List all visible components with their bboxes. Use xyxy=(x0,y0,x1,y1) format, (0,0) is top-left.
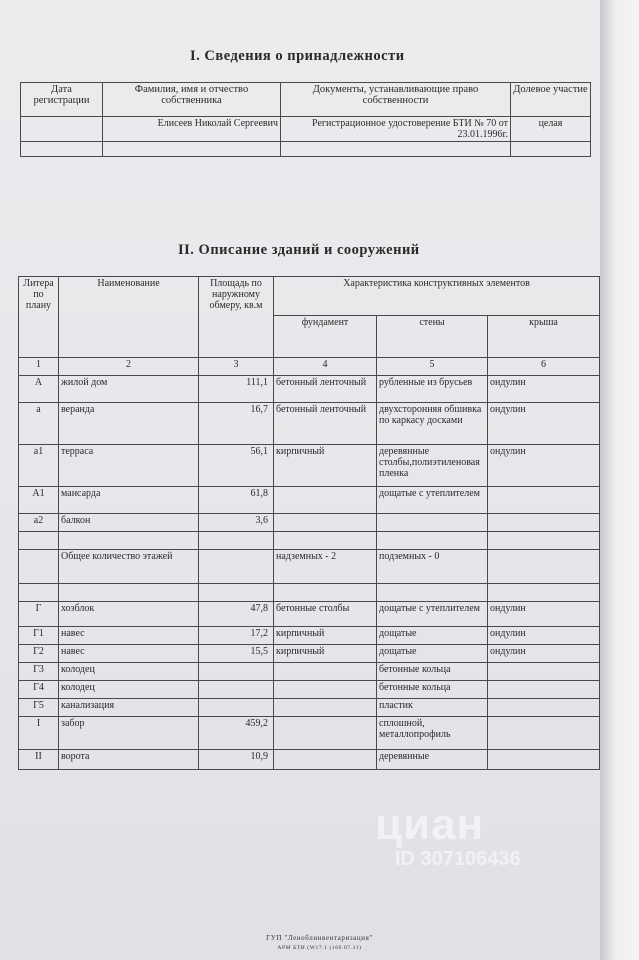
cell-roof xyxy=(488,699,600,717)
cell-name: колодец xyxy=(59,681,199,699)
cell-litera: А1 xyxy=(19,487,59,514)
cian-watermark xyxy=(375,800,521,870)
cell-roof xyxy=(488,681,600,699)
cell-roof: ондулин xyxy=(488,403,600,445)
cell-name: хозблок xyxy=(59,602,199,627)
cell-document: Регистрационное удостоверение БТИ № 70 от 23.01.1996г. xyxy=(281,117,511,142)
building-row xyxy=(19,627,600,645)
cell-area: 17,2 xyxy=(199,627,274,645)
cell-roof: ондулин xyxy=(488,445,600,487)
cell-area: 459,2 xyxy=(199,717,274,750)
header-roof: крыша xyxy=(488,316,600,358)
cell-roof xyxy=(488,514,600,532)
cell-name: мансарда xyxy=(59,487,199,514)
section2-title: II. Описание зданий и сооружений xyxy=(178,242,420,258)
cell-foundation xyxy=(274,699,377,717)
cell-foundation: бетонные столбы xyxy=(274,602,377,627)
building-row xyxy=(19,750,600,770)
column-number: 3 xyxy=(199,358,274,376)
cell-area: 15,5 xyxy=(199,645,274,663)
cell-owner: Елисеев Николай Сергеевич xyxy=(103,117,281,142)
cell-date xyxy=(21,117,103,142)
column-number: 2 xyxy=(59,358,199,376)
header-characteristics: Характеристика конструктивных элементов xyxy=(274,277,600,316)
page-edge xyxy=(600,0,639,960)
cell-name xyxy=(59,584,199,602)
cell-area: 61,8 xyxy=(199,487,274,514)
cell-walls: рубленные из брусьев xyxy=(377,376,488,403)
cell-foundation: кирпичный xyxy=(274,645,377,663)
cell-name: канализация xyxy=(59,699,199,717)
cell-roof xyxy=(488,584,600,602)
header-name: Наименование xyxy=(59,277,199,358)
cell-litera xyxy=(19,550,59,584)
cell-foundation xyxy=(274,514,377,532)
building-row xyxy=(19,645,600,663)
cell-area: 3,6 xyxy=(199,514,274,532)
cell-walls: бетонные кольца xyxy=(377,681,488,699)
building-row xyxy=(19,681,600,699)
cell-litera: I xyxy=(19,717,59,750)
cell-area xyxy=(199,550,274,584)
column-number: 1 xyxy=(19,358,59,376)
cell-name: балкон xyxy=(59,514,199,532)
cell-name: навес xyxy=(59,627,199,645)
cell-walls: пластик xyxy=(377,699,488,717)
header-foundation: фундамент xyxy=(274,316,377,358)
cell-walls: двухсторонняя обшивка по каркасу досками xyxy=(377,403,488,445)
watermark-logo: циан xyxy=(375,800,485,849)
cell-litera: а1 xyxy=(19,445,59,487)
cell-area: 56,1 xyxy=(199,445,274,487)
header-owner-name: Фамилия, имя и отчество собственника xyxy=(103,83,281,117)
column-number: 6 xyxy=(488,358,600,376)
cell-walls: подземных - 0 xyxy=(377,550,488,584)
column-numbers-row xyxy=(19,358,600,376)
cell-walls xyxy=(377,532,488,550)
cell-roof xyxy=(488,550,600,584)
cell-roof xyxy=(488,717,600,750)
cell-foundation: кирпичный xyxy=(274,627,377,645)
cell-roof xyxy=(488,663,600,681)
ownership-row xyxy=(21,117,591,142)
building-row xyxy=(19,699,600,717)
cell-name: навес xyxy=(59,645,199,663)
cell-document xyxy=(281,142,511,157)
cell-walls: сплошной, металлопрофиль xyxy=(377,717,488,750)
cell-roof: ондулин xyxy=(488,627,600,645)
cell-foundation xyxy=(274,750,377,770)
cell-walls xyxy=(377,514,488,532)
header-documents: Документы, устанавливающие право собственности xyxy=(281,83,511,117)
cell-litera: А xyxy=(19,376,59,403)
cell-litera: Г3 xyxy=(19,663,59,681)
buildings-table xyxy=(18,276,600,770)
cell-walls: дощатые xyxy=(377,627,488,645)
cell-owner xyxy=(103,142,281,157)
cell-walls: дощатые xyxy=(377,645,488,663)
cell-area xyxy=(199,584,274,602)
cell-area: 10,9 xyxy=(199,750,274,770)
header-share: Долевое участие xyxy=(511,83,591,117)
header-walls: стены xyxy=(377,316,488,358)
cell-area xyxy=(199,699,274,717)
cell-roof: ондулин xyxy=(488,602,600,627)
cell-litera xyxy=(19,584,59,602)
cell-area: 111,1 xyxy=(199,376,274,403)
cell-walls: дощатые с утеплителем xyxy=(377,487,488,514)
building-row xyxy=(19,403,600,445)
building-row xyxy=(19,550,600,584)
cell-name: ворота xyxy=(59,750,199,770)
cell-walls: бетонные кольца xyxy=(377,663,488,681)
cell-litera: Г xyxy=(19,602,59,627)
building-row xyxy=(19,487,600,514)
cell-walls xyxy=(377,584,488,602)
cell-foundation xyxy=(274,487,377,514)
building-row xyxy=(19,445,600,487)
cell-roof: ондулин xyxy=(488,645,600,663)
cell-walls: деревянные столбы,полиэтиленовая пленка xyxy=(377,445,488,487)
cell-litera: Г2 xyxy=(19,645,59,663)
building-row xyxy=(19,602,600,627)
cell-litera: Г1 xyxy=(19,627,59,645)
cell-name xyxy=(59,532,199,550)
cell-share xyxy=(511,142,591,157)
cell-area xyxy=(199,532,274,550)
cell-name: терраса xyxy=(59,445,199,487)
cell-area xyxy=(199,681,274,699)
cell-name: жилой дом xyxy=(59,376,199,403)
cell-roof xyxy=(488,487,600,514)
cell-area: 47,8 xyxy=(199,602,274,627)
cell-foundation xyxy=(274,717,377,750)
watermark-id: ID 307106436 xyxy=(395,848,521,870)
cell-name: Общее количество этажей xyxy=(59,550,199,584)
cell-litera: а2 xyxy=(19,514,59,532)
footer-code: АРМ БТИ (W17.1 (160.07.11) xyxy=(277,945,362,951)
cell-name: забор xyxy=(59,717,199,750)
building-row xyxy=(19,717,600,750)
cell-litera xyxy=(19,532,59,550)
building-row xyxy=(19,584,600,602)
cell-roof xyxy=(488,750,600,770)
building-row xyxy=(19,376,600,403)
header-registration-date: Дата регистрации xyxy=(21,83,103,117)
cell-foundation xyxy=(274,681,377,699)
cell-walls: дощатые с утеплителем xyxy=(377,602,488,627)
building-row xyxy=(19,532,600,550)
cell-share: целая xyxy=(511,117,591,142)
section1-title: I. Сведения о принадлежности xyxy=(190,48,405,64)
cell-date xyxy=(21,142,103,157)
ownership-header-row xyxy=(21,83,591,117)
cell-litera: II xyxy=(19,750,59,770)
cell-litera: Г5 xyxy=(19,699,59,717)
cell-walls: деревянные xyxy=(377,750,488,770)
buildings-header-row xyxy=(19,277,600,316)
header-litera: Литера по плану xyxy=(19,277,59,358)
cell-foundation: кирпичный xyxy=(274,445,377,487)
cell-foundation xyxy=(274,584,377,602)
column-number: 5 xyxy=(377,358,488,376)
footer-org: ГУП "Леноблинвентаризация" xyxy=(266,934,373,942)
cell-foundation xyxy=(274,663,377,681)
header-area: Площадь по наружному обмеру, кв.м xyxy=(199,277,274,358)
cell-foundation: бетонный ленточный xyxy=(274,376,377,403)
cell-roof: ондулин xyxy=(488,376,600,403)
cell-foundation xyxy=(274,532,377,550)
cell-foundation: бетонный ленточный xyxy=(274,403,377,445)
cell-litera: а xyxy=(19,403,59,445)
cell-litera: Г4 xyxy=(19,681,59,699)
cell-area xyxy=(199,663,274,681)
cell-roof xyxy=(488,532,600,550)
building-row xyxy=(19,663,600,681)
cell-foundation: надземных - 2 xyxy=(274,550,377,584)
building-row xyxy=(19,514,600,532)
ownership-table xyxy=(20,82,591,157)
column-number: 4 xyxy=(274,358,377,376)
ownership-row-empty xyxy=(21,142,591,157)
cell-name: веранда xyxy=(59,403,199,445)
cell-area: 16,7 xyxy=(199,403,274,445)
cell-name: колодец xyxy=(59,663,199,681)
